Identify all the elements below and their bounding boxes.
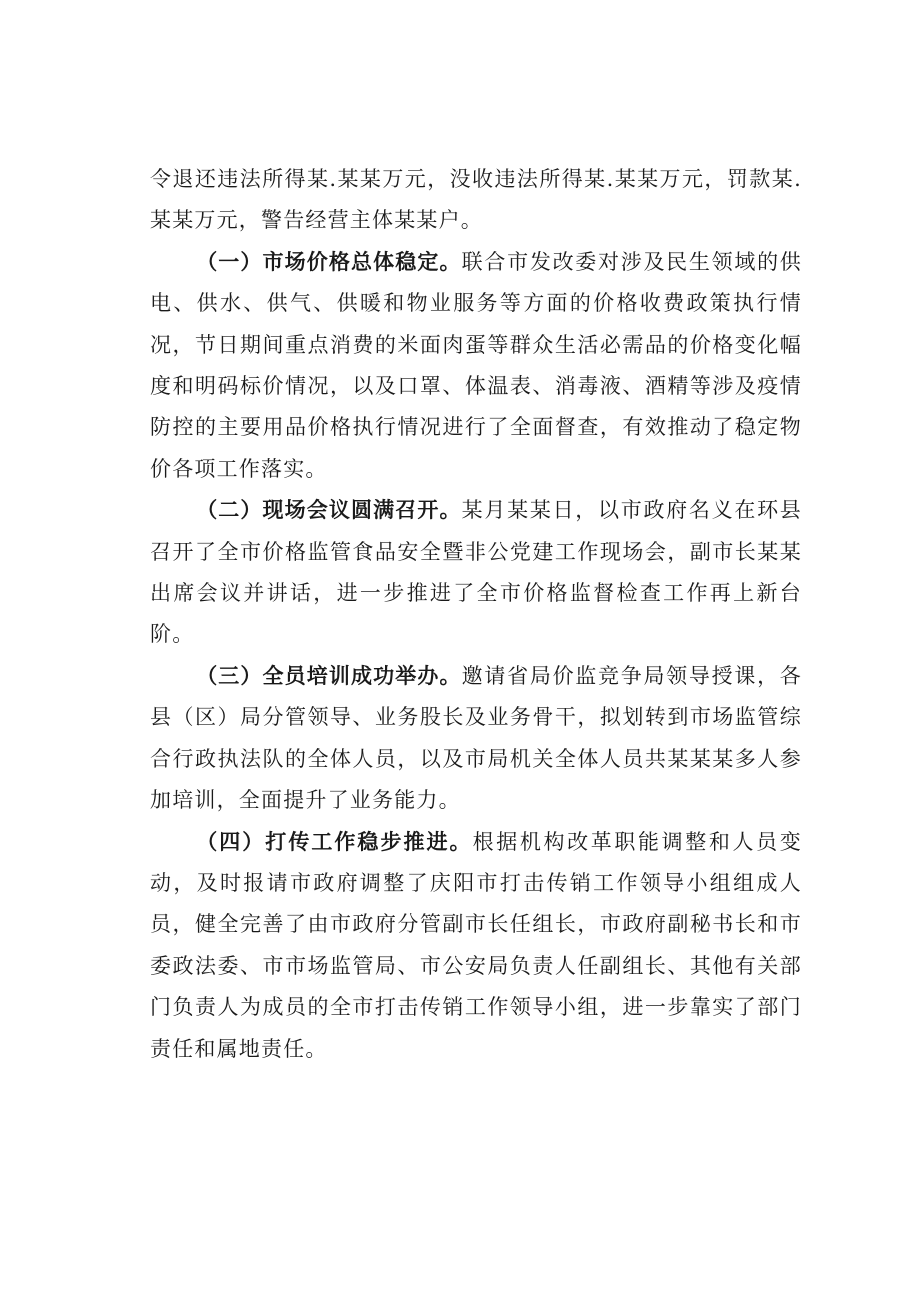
section-paragraph-1 <box>150 242 802 490</box>
section-heading-4: （四）打传工作稳步推进。 <box>196 829 473 854</box>
section-heading-1: （一）市场价格总体稳定。 <box>196 249 462 274</box>
section-paragraph-3 <box>150 656 802 822</box>
section-paragraph-4 <box>150 822 802 1070</box>
document-body <box>150 159 802 1070</box>
section-body-3: 邀请省局价监竞争局领导授课，各县（区）局分管领导、业务股长及业务骨干，拟划转到市场监管综合行政执法队的全体人员，以及市局机关全体人员共某某某多人参加培训，全面提升了业务能力。 <box>150 663 802 813</box>
section-body-1: 联合市发改委对涉及民生领域的供电、供水、供气、供暖和物业服务等方面的价格收费政策执行情况，节日期间重点消费的米面肉蛋等群众生活必需品的价格变化幅度和明码标价情况，以及口罩、体温表、消毒液、酒精等涉及疫情防控的主要用品价格执行情况进行了全面督查，有效推动了稳定物价各项工作落实。 <box>150 249 802 481</box>
section-paragraph-2 <box>150 490 802 656</box>
section-body-2: 某月某某日，以市政府名义在环县召开了全市价格监管食品安全暨非公党建工作现场会，副市长某某出席会议并讲话，进一步推进了全市价格监督检查工作再上新台阶。 <box>150 498 802 647</box>
section-body-4: 根据机构改革职能调整和人员变动，及时报请市政府调整了庆阳市打击传销工作领导小组组成人员，健全完善了由市政府分管副市长任组长，市政府副秘书长和市委政法委、市市场监管局、市公安局负责人任副组长、其他有关部门负责人为成员的全市打击传销工作领导小组，进一步靠实了部门责任和属地责任。 <box>150 829 802 1061</box>
intro-paragraph: 令退还违法所得某.某某万元，没收违法所得某.某某万元，罚款某.某某万元，警告经营主体某某户。 <box>150 167 802 233</box>
section-heading-2: （二）现场会议圆满召开。 <box>196 498 462 523</box>
section-heading-3: （三）全员培训成功举办。 <box>196 663 462 688</box>
